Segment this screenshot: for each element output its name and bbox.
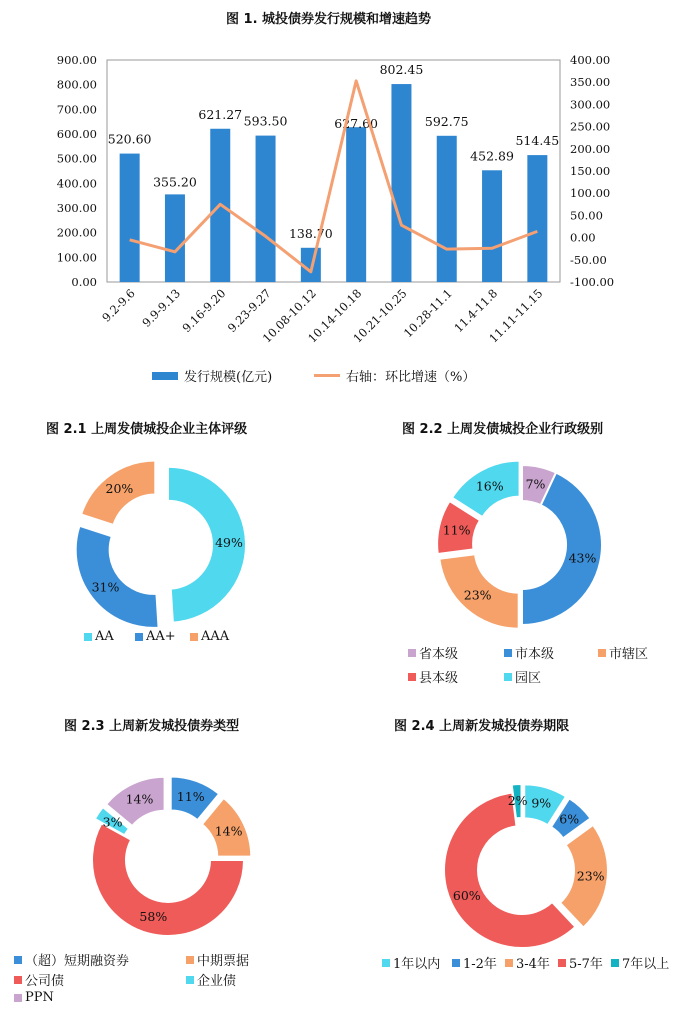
- chart1-title: 图 1. 城投债券发行规模和增速趋势: [226, 12, 432, 27]
- bar-data-label: 138.70: [288, 225, 333, 241]
- slice-percent-label: 11%: [442, 522, 471, 538]
- right-tick-label: 350.00: [570, 75, 611, 90]
- bar-data-label: 355.20: [153, 174, 197, 190]
- legend-label: AAA: [201, 629, 230, 644]
- donut2-legend-0: [408, 643, 458, 662]
- legend-label: PPN: [25, 990, 54, 1005]
- category-label: 9.16-9.20: [179, 286, 229, 336]
- donut3-legend-2: [14, 970, 64, 989]
- over-7y-swatch: [611, 959, 619, 967]
- donut2-legend-2: [598, 643, 648, 662]
- right-tick-label: -100.00: [570, 275, 615, 289]
- donut4-legend-2: [505, 953, 550, 972]
- right-tick-label: 400.00: [570, 53, 611, 67]
- bar-data-label: 592.75: [424, 113, 469, 129]
- slice-percent-label: 7%: [525, 476, 546, 492]
- legend-label: 中期票据: [197, 954, 250, 969]
- bar-data-label: 621.27: [198, 106, 243, 122]
- legend-label: 市本级: [515, 647, 555, 662]
- slice-percent-label: 23%: [463, 587, 492, 603]
- left-tick-label: 100.00: [56, 250, 97, 265]
- donut1-legend-aaplus: [135, 629, 176, 644]
- legend-label: 园区: [515, 671, 542, 686]
- slice-percent-label: 14%: [214, 823, 243, 839]
- donut-slice: [444, 793, 575, 948]
- legend-label: 3-4年: [516, 957, 550, 972]
- city-swatch: [504, 649, 512, 657]
- donut4-legend-1: [452, 953, 497, 972]
- donut1-title: 图 2.1 上周发债城投企业主体评级: [46, 422, 248, 437]
- donut3-legend-0: [14, 950, 129, 969]
- slice-percent-label: 2%: [507, 793, 528, 809]
- right-tick-label: 200.00: [570, 141, 611, 156]
- right-tick-label: 150.00: [570, 164, 611, 178]
- category-label: 11.4-11.8: [451, 286, 501, 336]
- province-swatch: [408, 649, 416, 657]
- donut4-legend-0: [382, 953, 440, 972]
- slice-percent-label: 16%: [475, 478, 504, 494]
- legend-label: （超）短期融资券: [25, 954, 130, 969]
- corporate-bond-swatch: [14, 976, 22, 984]
- right-tick-label: 300.00: [570, 97, 611, 112]
- category-label: 10.21-10.25: [350, 286, 410, 346]
- bar-data-label: 520.60: [107, 131, 152, 147]
- left-tick-label: 600.00: [56, 127, 97, 141]
- mtn-swatch: [186, 956, 194, 964]
- county-swatch: [408, 673, 416, 681]
- legend-bar-label: 发行规模(亿元): [184, 370, 273, 385]
- category-label: 9.2-9.6: [99, 286, 138, 325]
- aaa-swatch: [190, 633, 198, 641]
- donut3-legend-3: [186, 970, 236, 989]
- left-tick-label: 800.00: [56, 77, 97, 92]
- donut2-legend-4: [504, 667, 541, 686]
- slice-percent-label: 6%: [559, 811, 580, 827]
- legend-label: 1-2年: [463, 957, 497, 972]
- legend-label: 1年以内: [393, 957, 441, 972]
- bar-data-label: 802.45: [379, 62, 424, 78]
- legend-line-label: 右轴：环比增速（%）: [346, 370, 476, 385]
- left-tick-label: 900.00: [56, 53, 97, 67]
- legend-label: 省本级: [419, 647, 459, 662]
- legend-label: 企业债: [197, 974, 237, 989]
- donut2-title: 图 2.2 上周发债城投企业行政级别: [402, 422, 604, 437]
- legend-label: 5-7年: [569, 957, 603, 972]
- ppn-swatch: [14, 994, 22, 1002]
- donut1-legend-aa: [84, 629, 114, 644]
- donut1-legend-aaa: [190, 629, 229, 644]
- donut2-legend-3: [408, 667, 458, 686]
- under-1y-swatch: [382, 959, 390, 967]
- slice-percent-label: 23%: [576, 868, 605, 884]
- left-tick-label: 300.00: [56, 201, 97, 215]
- slice-percent-label: 60%: [452, 887, 481, 903]
- category-label: 10.08-10.12: [259, 286, 319, 346]
- slice-percent-label: 49%: [215, 534, 243, 550]
- donut4-legend-4: [611, 953, 669, 972]
- aa-swatch: [84, 633, 92, 641]
- donut3-legend-1: [186, 950, 249, 969]
- slice-percent-label: 11%: [176, 788, 205, 804]
- donut3-legend-4: [14, 990, 54, 1005]
- category-label: 10.14-10.18: [305, 286, 365, 346]
- legend-label: AA+: [146, 629, 176, 644]
- category-label: 9.23-9.27: [224, 286, 274, 336]
- 3-4y-swatch: [505, 959, 513, 967]
- slice-percent-label: 20%: [105, 481, 134, 497]
- right-tick-label: -50.00: [570, 252, 607, 267]
- left-tick-label: 700.00: [56, 102, 97, 117]
- donut2-legend-1: [504, 643, 554, 662]
- enterprise-bond-swatch: [186, 976, 194, 984]
- 1-2y-swatch: [452, 959, 460, 967]
- slice-percent-label: 31%: [91, 579, 120, 595]
- legend-label: 公司债: [25, 974, 65, 989]
- donut4-legend-3: [558, 953, 603, 972]
- bar-data-label: 627.60: [334, 116, 379, 132]
- left-tick-label: 400.00: [56, 176, 97, 191]
- short-term-swatch: [14, 956, 22, 964]
- slice-percent-label: 14%: [125, 791, 154, 807]
- right-tick-label: 50.00: [570, 208, 603, 223]
- legend-label: AA: [95, 629, 114, 644]
- donut3-title: 图 2.3 上周新发城投债券类型: [64, 719, 240, 734]
- left-tick-label: 0.00: [71, 275, 97, 289]
- donut-slice: [76, 526, 159, 628]
- 5-7y-swatch: [558, 959, 566, 967]
- park-swatch: [504, 673, 512, 681]
- bar-data-label: 593.50: [243, 113, 288, 129]
- legend-label: 7年以上: [622, 957, 670, 972]
- slice-percent-label: 43%: [568, 550, 597, 566]
- bar-data-label: 514.45: [515, 133, 560, 149]
- category-label: 10.28-11.1: [400, 286, 455, 341]
- legend-label: 市辖区: [609, 647, 649, 662]
- category-label: 9.9-9.13: [139, 286, 184, 330]
- donut4-title: 图 2.4 上周新发城投债券期限: [394, 719, 570, 734]
- right-tick-label: 0.00: [570, 230, 596, 245]
- slice-percent-label: 9%: [531, 795, 552, 811]
- slice-percent-label: 58%: [139, 909, 168, 925]
- left-tick-label: 200.00: [56, 225, 97, 240]
- bar-data-label: 452.89: [470, 148, 514, 164]
- aaplus-swatch: [135, 633, 143, 641]
- legend-label: 县本级: [419, 671, 459, 686]
- district-swatch: [598, 649, 606, 657]
- category-label: 11.11-11.15: [486, 286, 546, 346]
- right-tick-label: 250.00: [570, 119, 611, 134]
- left-tick-label: 500.00: [56, 151, 97, 166]
- slice-percent-label: 3%: [102, 814, 123, 830]
- right-tick-label: 100.00: [570, 186, 611, 201]
